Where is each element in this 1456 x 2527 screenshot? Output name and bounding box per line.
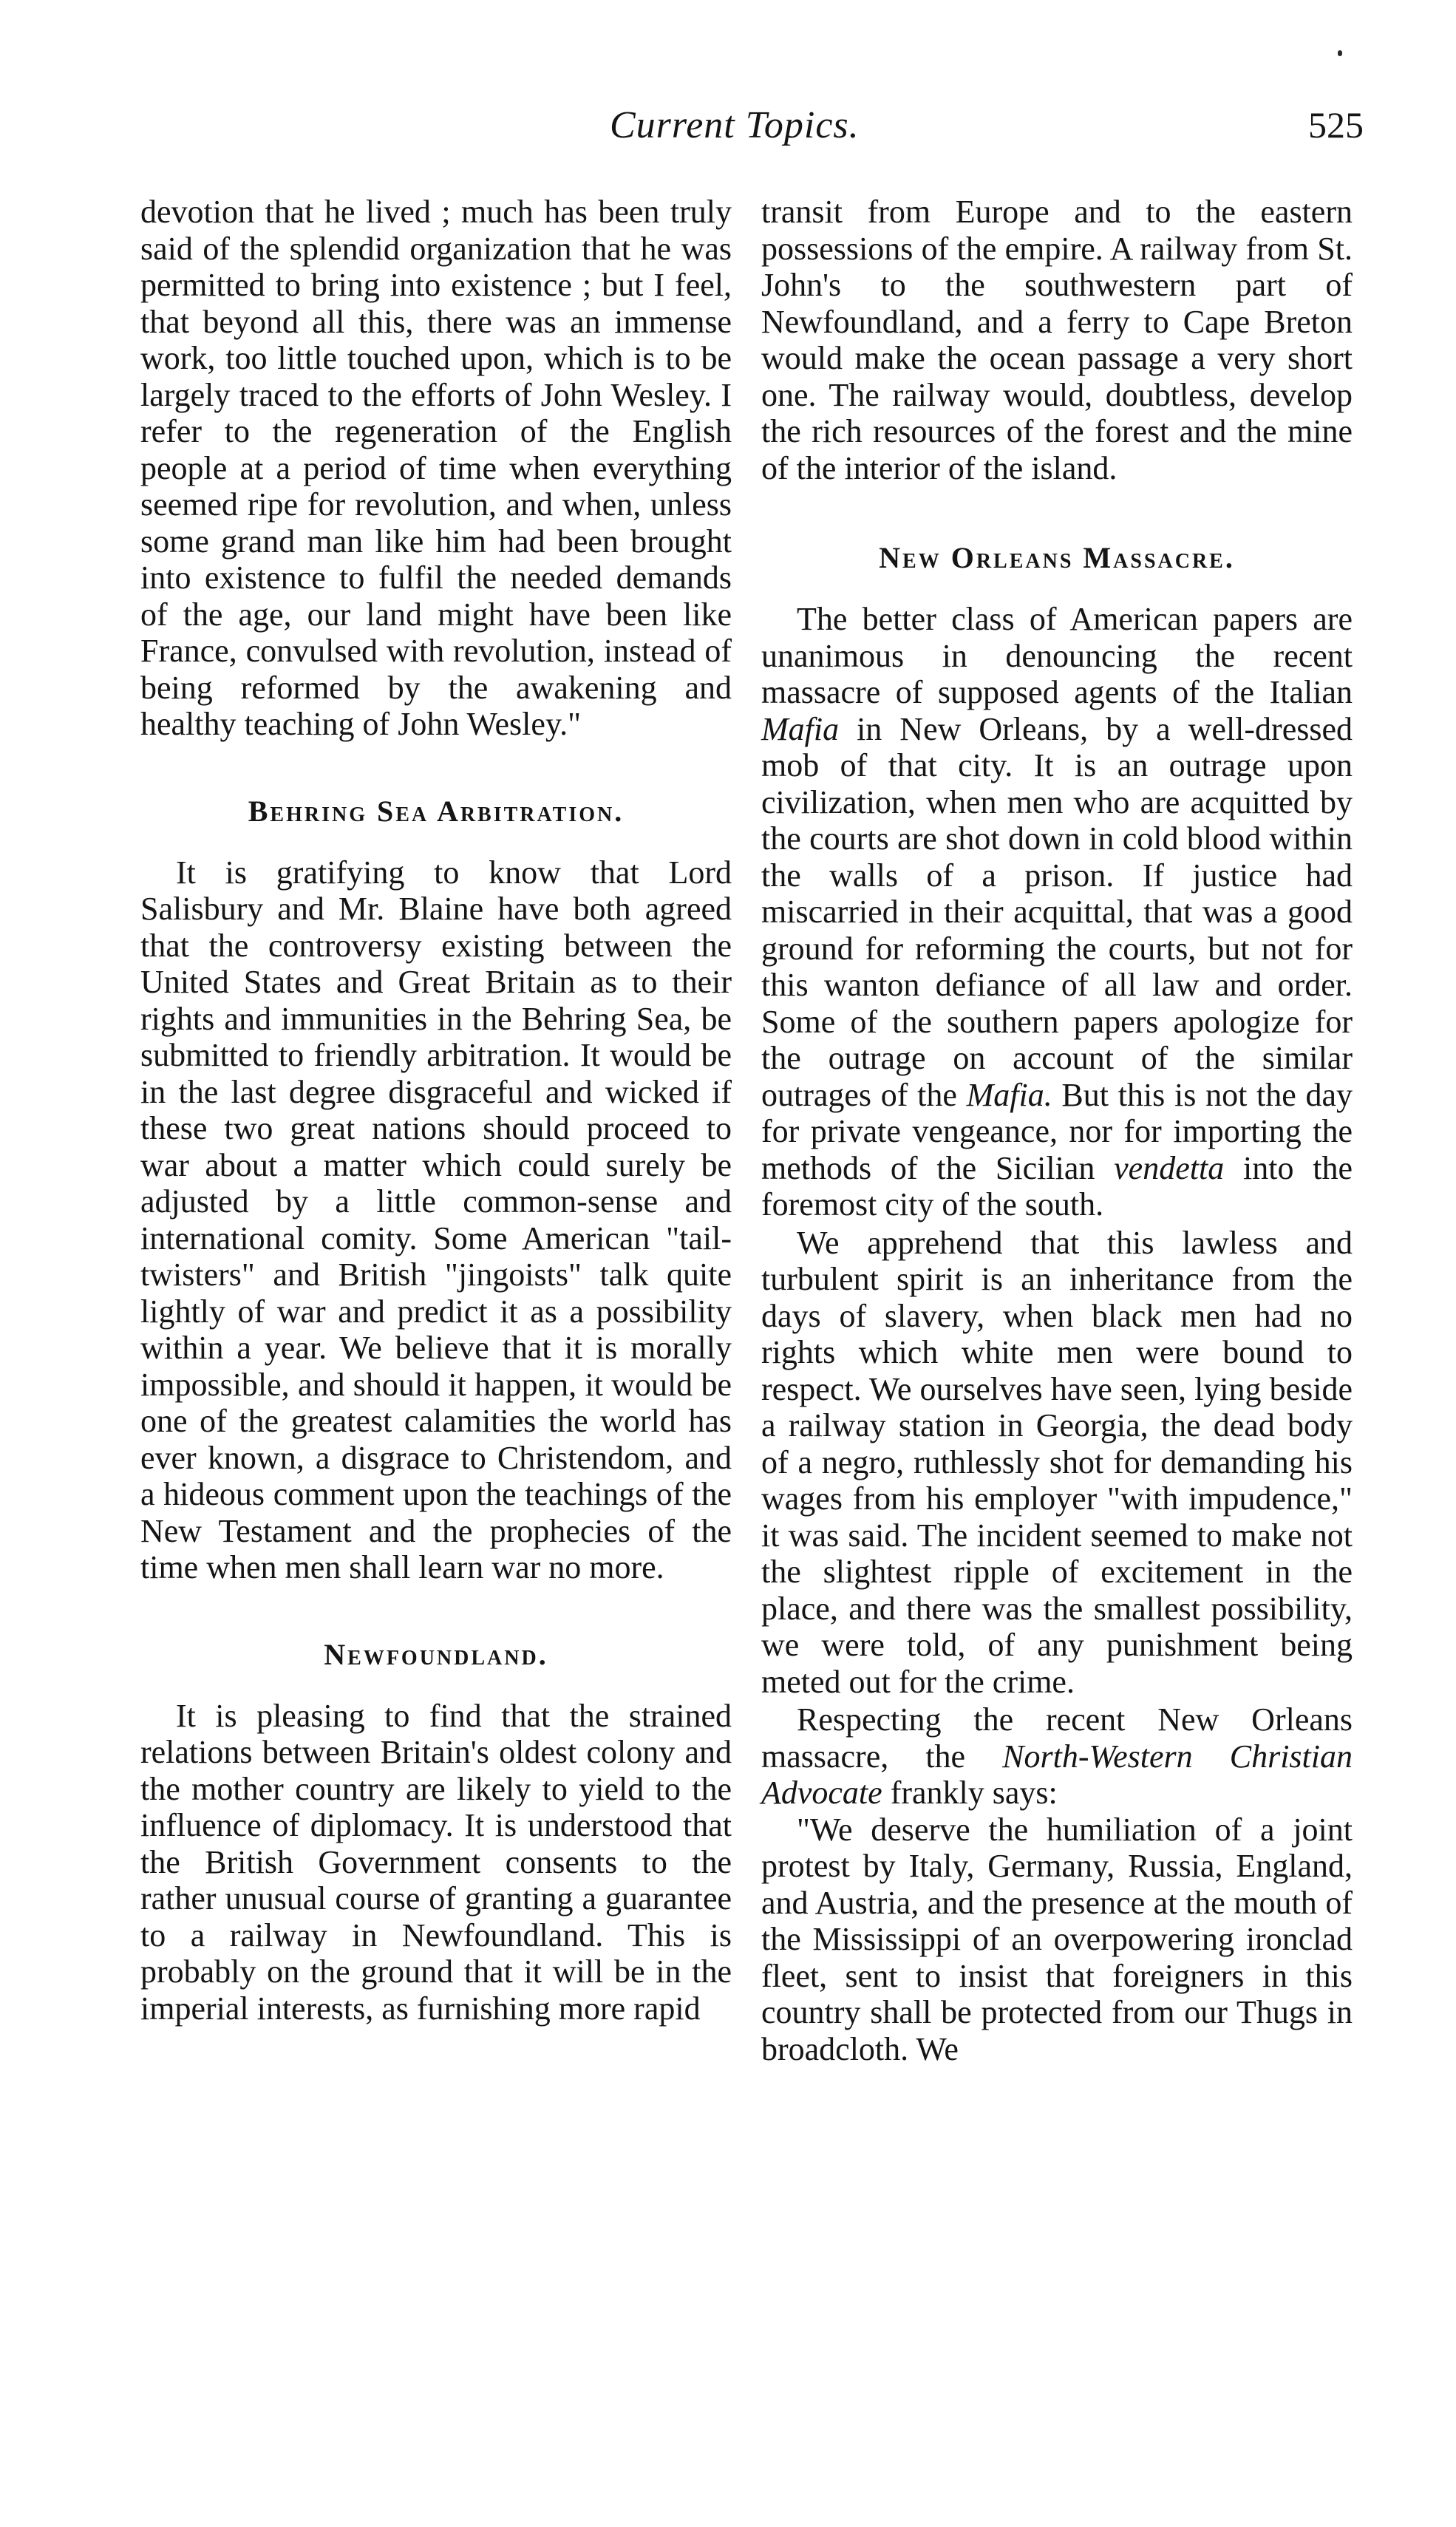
running-title: Current Topics. xyxy=(610,104,860,146)
page-number: 525 xyxy=(1308,104,1364,146)
text-run: in New Orleans, by a well-dressed mob of that city. It is an outrage upon civilization, when men who are acquitted by the courts are shot down in cold blood within the walls of a prison. If justice had miscarried in their acquittal, that was a good ground for reforming the courts, but not for this wanton defiance of all law and order. Some of the southern papers apologize for the outrage on account of the similar outrages of the xyxy=(761,710,1353,1113)
paragraph-newfoundland: It is pleasing to find that the strained relations between Britain's oldest colony and the mother country are likely to yield to the influence of diplomacy. It is understood that the British Government consents to the rather unusual course of granting a guarantee to a railway in Newfoundland. This is probably on the ground that it will be in the imperial interests, as furnishing more rapid xyxy=(140,1697,732,2027)
italic-term-mafia: Mafia. xyxy=(966,1076,1052,1113)
paragraph-new-orleans xyxy=(761,601,1353,1223)
left-column xyxy=(140,194,732,2027)
italic-term-vendetta: vendetta xyxy=(1114,1149,1225,1186)
italic-source-title: North-Western Christian Advocate xyxy=(761,1738,1353,1811)
paragraph-slavery-inheritance: We apprehend that this lawless and turbulent spirit is an inheritance from the days of slavery, when black men had no rights which white men were bound to respect. We ourselves have seen, lying beside a railway station in Georgia, the dead body of a negro, ruthlessly shot for demanding his wages from his employer "with impudence," it was said. The incident seemed to make not the slightest ripple of excitement in the place, and there was the smallest possibility, we were told, of any punishment being meted out for the crime. xyxy=(761,1224,1353,1700)
paragraph-advocate-intro xyxy=(761,1701,1353,1812)
ink-speck xyxy=(1338,50,1342,56)
text-run: The better class of American papers are unanimous in denouncing the recent massacre of supposed agents of the Italian xyxy=(761,601,1353,710)
heading-new-orleans-massacre: New Orleans Massacre. xyxy=(879,541,1235,574)
italic-term-mafia: Mafia xyxy=(761,710,840,747)
paragraph-newfoundland-continued: transit from Europe and to the eastern possessions of the empire. A railway from St. John's to the southwestern part of Newfoundland, and a ferry to Cape Breton would make the ocean passage a very short one. The railway would, doubtless, develop the rich resources of the forest and the mine of the interior of the island. xyxy=(761,194,1353,486)
text-run: Respecting the recent New Orleans massacre, the xyxy=(761,1701,1353,1775)
heading-behring-sea-arbitration: Behring Sea Arbitration. xyxy=(248,794,625,828)
page-header xyxy=(137,103,1364,155)
paragraph-advocate-quote: "We deserve the humiliation of a joint protest by Italy, Germany, Russia, England, and Austria, and the presence at the mouth of the Mississippi of an overpowering ironclad fleet, sent to insist that foreigners in this country shall be protected from our Thugs in broadcloth. We xyxy=(761,1811,1353,2067)
text-run: frankly says: xyxy=(882,1775,1058,1811)
heading-newfoundland: Newfoundland. xyxy=(324,1637,548,1671)
paragraph-behring-sea: It is gratifying to know that Lord Salisbury and Mr. Blaine have both agreed that the controversy existing between the United States and Great Britain as to their rights and immunities in the Behring Sea, be submitted to friendly arbitration. It would be in the last degree disgraceful and wicked if these two great nations should proceed to war about a matter which could surely be adjusted by a little common-sense and international comity. Some American "tail-twisters" and British "jingoists" talk quite lightly of war and predict it as a possibility within a year. We believe that it is morally impossible, and should it happen, it would be one of the greatest calamities the world has ever known, a disgrace to Christendom, and a hideous comment upon the teachings of the New Testament and the prophecies of the time when men shall learn war no more. xyxy=(140,854,732,1585)
text-run: into the foremost city of the south. xyxy=(761,1149,1353,1222)
paragraph-wesley-conclusion: devotion that he lived ; much has been truly said of the splendid organization that he was permitted to bring into existence ; but I feel, that beyond all this, there was an immense work, too little touched upon, which is to be largely traced to the efforts of John Wesley. I refer to the regeneration of the English people at a period of time when everything seemed ripe for revolution, and when, unless some grand man like him had been brought into existence to fulfil the needed demands of the age, our land might have been like France, convulsed with revolution, instead of being reformed by the awakening and healthy teaching of John Wesley." xyxy=(140,194,732,742)
right-column xyxy=(761,194,1353,2067)
text-run: But this is not the day for private vengeance, nor for importing the methods of the Sicilian xyxy=(761,1076,1353,1186)
